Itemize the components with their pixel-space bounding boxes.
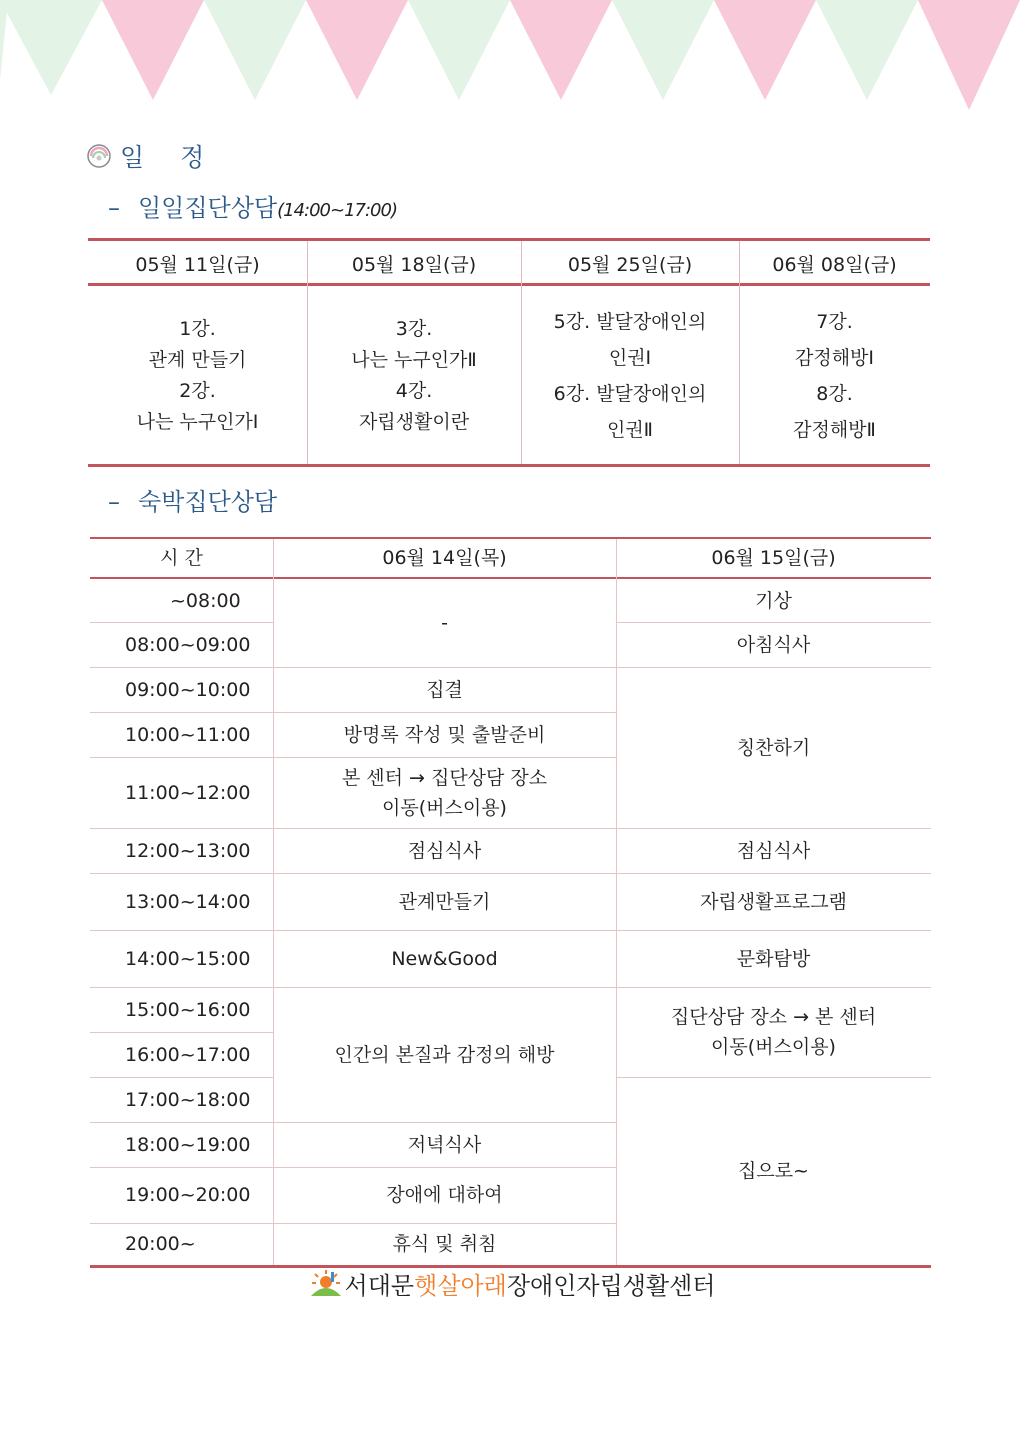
time-cell: 13:00~14:00 [125,890,251,913]
daily-table [88,238,930,468]
session-line: 6강. 발달장애인의 [553,383,707,405]
session-line: 감정해방Ⅱ [793,419,876,441]
day2-cell: 자립생활프로그램 [700,890,847,913]
session-line: 1강. [179,318,216,340]
day1-line: 이동(버스이용) [382,796,507,819]
section-heading [86,138,218,174]
session-line: 7강. [816,311,853,333]
disc-icon [86,143,112,169]
dash-bullet: – [108,194,120,222]
session-line: 2강. [179,380,216,402]
bunting-decoration [0,0,1024,115]
day1-cell [273,757,616,828]
overnight-subheading [108,482,277,517]
session-line: 관계 만들기 [148,349,247,371]
session-line: 인권Ⅱ [606,419,654,441]
session-line: 5강. 발달장애인의 [553,311,707,333]
date-header: 05월 18일(금) [351,253,477,276]
daily-time: (14:00~17:00) [277,200,397,221]
day2-cell: 칭찬하기 [736,736,811,759]
time-cell: 17:00~18:00 [125,1088,251,1111]
day1-cell: 관계만들기 [398,890,491,913]
session-line: 나는 누구인가Ⅰ [136,411,259,433]
daily-subheading [108,188,397,223]
day2-cell: 점심식사 [736,839,811,862]
day1-cell: 점심식사 [407,839,482,862]
day2-cell: 기상 [755,589,792,612]
footer-part3: 장애인자립생활센터 [506,1271,716,1300]
time-cell: ~08:00 [170,589,241,612]
dash-bullet: – [108,488,120,516]
session-cell [88,287,307,465]
date-header: 06월 08일(금) [772,253,897,276]
day2-line: 집단상담 장소 → 본 센터 [670,1006,877,1028]
time-cell: 12:00~13:00 [125,839,251,862]
day1-cell: 방명록 작성 및 출발준비 [343,723,546,746]
day2-line: 이동(버스이용) [711,1036,836,1058]
overnight-title: 숙박집단상담 [138,488,278,516]
time-cell: 20:00~ [125,1233,196,1255]
date-header: 05월 25일(금) [567,253,693,276]
footer-part1: 서대문 [344,1271,415,1300]
time-cell: 16:00~17:00 [125,1043,251,1066]
time-cell: 10:00~11:00 [125,723,251,746]
session-line: 3강. [395,318,433,340]
section-title: 일 정 [120,143,219,172]
footer-org [0,1266,1024,1300]
date-header: 06월 14일(목) [382,547,507,569]
time-cell: 14:00~15:00 [125,947,251,970]
session-line: 자립생활이란 [358,411,470,433]
day1-cell: - [441,612,448,634]
day2-cell: 아침식사 [736,633,811,656]
day2-cell: 집으로~ [738,1160,809,1182]
time-cell: 18:00~19:00 [125,1133,251,1156]
day1-cell: New&Good [391,947,498,970]
overnight-table [90,537,931,1269]
day1-line: 본 센터 → 집단상담 장소 [341,766,548,789]
day1-cell: 인간의 본질과 감정의 해방 [334,1043,555,1066]
day1-cell: 저녁식사 [407,1133,482,1156]
session-line: 4강. [395,380,433,402]
footer-part2: 햇살아래 [414,1271,507,1300]
session-cell [307,287,521,465]
time-cell: 15:00~16:00 [125,998,251,1021]
time-cell: 11:00~12:00 [125,781,251,804]
session-cell [521,287,739,465]
day1-cell: 장애에 대하여 [386,1184,503,1206]
date-header: 06월 15일(금) [711,547,836,569]
day2-cell [616,987,931,1077]
session-cell [739,287,930,465]
day1-cell: 휴식 및 취침 [392,1233,497,1255]
session-line: 인권Ⅰ [608,347,652,369]
time-cell: 08:00~09:00 [125,633,251,656]
time-header: 시 간 [160,547,203,569]
date-header: 05월 11일(금) [135,253,260,276]
session-line: 8강. [816,383,853,405]
day2-cell: 문화탐방 [736,947,811,970]
time-cell: 19:00~20:00 [125,1184,251,1206]
sun-logo-icon [309,1268,343,1298]
session-line: 감정해방Ⅰ [794,347,875,369]
session-line: 나는 누구인가Ⅱ [351,349,477,371]
day1-cell: 집결 [426,678,463,701]
daily-title: 일일집단상담 [138,194,278,222]
time-cell: 09:00~10:00 [125,678,251,701]
